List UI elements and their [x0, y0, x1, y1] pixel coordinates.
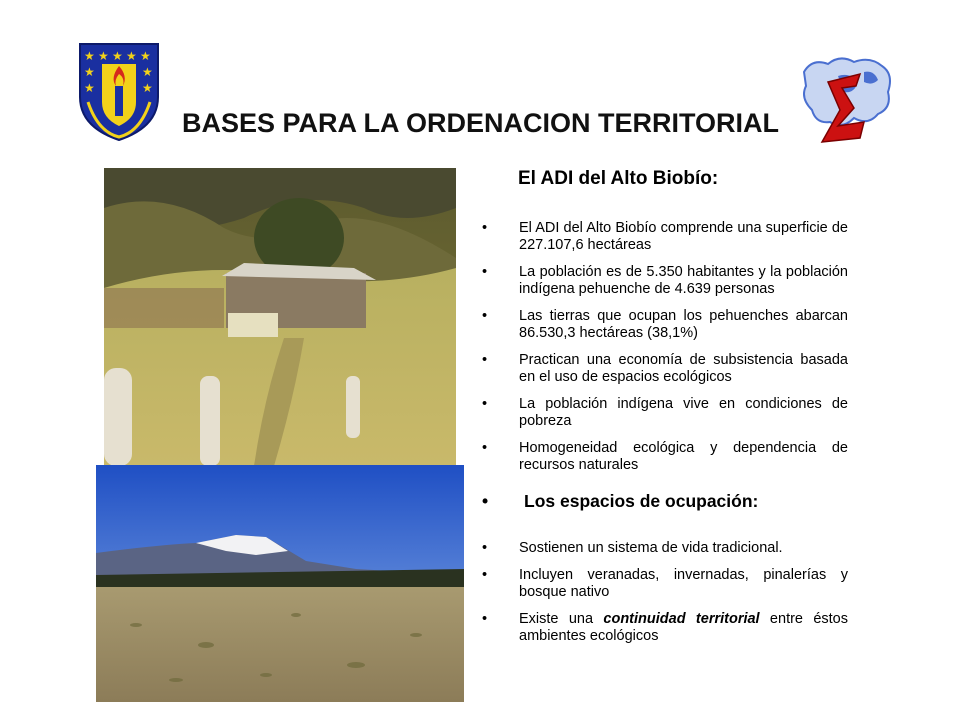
torch-icon	[115, 86, 123, 116]
list-item: • Homogeneidad ecológica y dependencia de recursos naturales	[482, 440, 848, 473]
map-sigma-logo	[798, 52, 898, 148]
list-item: • La población indígena vive en condiciones de pobreza	[482, 396, 848, 429]
list-item: • Incluyen veranadas, invernadas, pinalerías y bosque nativo	[482, 567, 848, 600]
svg-text:★: ★	[84, 49, 95, 63]
page-title: BASES PARA LA ORDENACION TERRITORIAL	[182, 108, 780, 138]
list-item: • El ADI del Alto Biobío comprende una superficie de 227.107,6 hectáreas	[482, 220, 848, 253]
list-item: • Las tierras que ocupan los pehuenches abarcan 86.530,3 hectáreas (38,1%)	[482, 308, 848, 341]
emphasis-text: continuidad territorial	[603, 611, 760, 627]
section2-heading: • Los espacios de ocupación:	[482, 491, 759, 511]
svg-text:★: ★	[112, 49, 123, 63]
adi-facts-list	[482, 220, 848, 484]
house-photo	[104, 168, 456, 466]
section-subtitle: El ADI del Alto Biobío:	[518, 168, 719, 189]
list-item: • Sostienen un sistema de vida tradicional.	[482, 540, 783, 556]
svg-text:★: ★	[142, 65, 153, 79]
svg-text:★: ★	[84, 65, 95, 79]
list-item: • Practican una economía de subsistencia basada en el uso de espacios ecológicos	[482, 352, 848, 385]
svg-text:★: ★	[140, 49, 151, 63]
list-item: • Existe una continuidad territorial entre éstos ambientes ecológicos	[482, 611, 848, 644]
svg-text:★: ★	[98, 49, 109, 63]
svg-text:★: ★	[126, 49, 137, 63]
university-shield-logo	[78, 42, 160, 142]
svg-text:★: ★	[142, 81, 153, 95]
occupation-spaces-list	[482, 540, 848, 655]
volcano-photo	[96, 465, 464, 702]
list-item: • La población es de 5.350 habitantes y la población indígena pehuenche de 4.639 personas	[482, 264, 848, 297]
svg-text:★: ★	[84, 81, 95, 95]
